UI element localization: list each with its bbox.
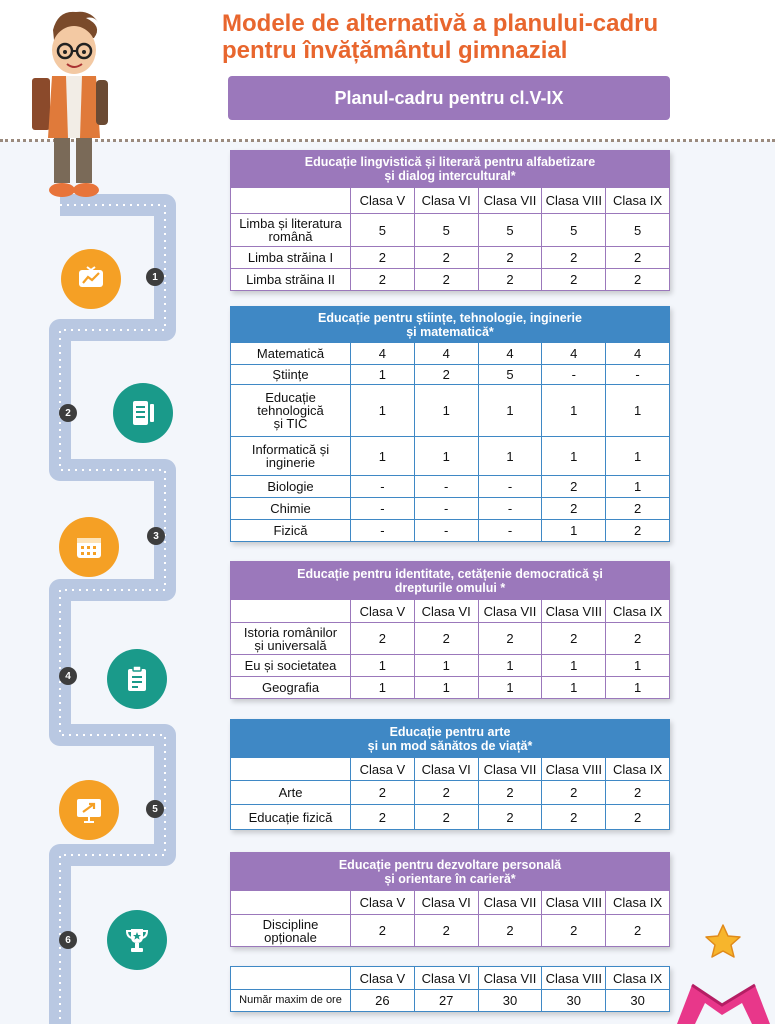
hours-cell: - xyxy=(414,476,478,498)
hours-cell: 2 xyxy=(606,269,670,291)
hours-cell: 2 xyxy=(351,247,415,269)
subjects-table xyxy=(230,757,670,830)
table-header-row xyxy=(231,758,670,781)
column-header: Clasa VIII xyxy=(542,188,606,214)
hours-cell: - xyxy=(414,498,478,520)
hours-cell: 2 xyxy=(606,915,670,947)
chart-screen-icon xyxy=(61,249,121,309)
column-header: Clasa VI xyxy=(414,891,478,915)
hours-cell: 2 xyxy=(351,805,415,830)
hours-cell: 2 xyxy=(478,781,542,805)
subject-name: Istoria românilor și universală xyxy=(231,623,351,655)
column-header: Clasa IX xyxy=(606,891,670,915)
column-header: Clasa VII xyxy=(478,758,542,781)
subject-name: Educație fizică xyxy=(231,805,351,830)
table-header-row xyxy=(231,600,670,623)
hours-cell: 2 xyxy=(606,805,670,830)
hours-cell: - xyxy=(606,365,670,385)
hours-cell: 1 xyxy=(478,677,542,699)
column-header: Clasa VII xyxy=(478,188,542,214)
column-header: Clasa VI xyxy=(414,967,478,990)
hours-cell: - xyxy=(351,520,415,542)
subject-name: Geografia xyxy=(231,677,351,699)
section-title: Educație pentru arte și un mod sănătos de viață* xyxy=(230,719,670,757)
hours-cell: - xyxy=(351,498,415,520)
hours-cell: 1 xyxy=(542,385,606,437)
hours-cell: 5 xyxy=(606,214,670,247)
section-title: Educație pentru științe, tehnologie, inginerie și matematică* xyxy=(230,306,670,342)
table-row xyxy=(231,915,670,947)
hours-cell: 1 xyxy=(351,655,415,677)
subjects-table xyxy=(230,890,670,947)
total-cell: 26 xyxy=(351,990,415,1012)
trophy-icon xyxy=(107,910,167,970)
section-title: Educație lingvistică și literară pentru alfabetizare și dialog intercultural* xyxy=(230,150,670,187)
hours-cell: 1 xyxy=(351,385,415,437)
table-row xyxy=(231,437,670,476)
section-language-literature xyxy=(230,150,670,291)
hours-cell: 2 xyxy=(606,247,670,269)
document-pencil-icon xyxy=(113,383,173,443)
hours-cell: 1 xyxy=(351,365,415,385)
table-header-row xyxy=(231,891,670,915)
hours-cell: 2 xyxy=(542,498,606,520)
section-arts-health xyxy=(230,719,670,830)
hours-cell: 1 xyxy=(414,385,478,437)
column-header: Clasa V xyxy=(351,758,415,781)
column-header: Clasa VIII xyxy=(542,758,606,781)
hours-cell: 5 xyxy=(414,214,478,247)
clipboard-icon xyxy=(107,649,167,709)
student-illustration xyxy=(28,8,118,203)
hours-cell: 1 xyxy=(414,677,478,699)
hours-cell: 2 xyxy=(542,915,606,947)
section-science-math xyxy=(230,306,670,542)
presentation-icon xyxy=(59,780,119,840)
total-cell: 30 xyxy=(542,990,606,1012)
step-number: 5 xyxy=(146,800,164,818)
hours-cell: 2 xyxy=(606,623,670,655)
table-header-row xyxy=(231,188,670,214)
plan-subtitle-banner: Planul-cadru pentru cl.V-IX xyxy=(228,76,670,120)
hours-cell: 1 xyxy=(606,655,670,677)
step-number: 3 xyxy=(147,527,165,545)
hours-cell: 4 xyxy=(414,343,478,365)
column-header: Clasa VII xyxy=(478,891,542,915)
hours-cell: 5 xyxy=(478,214,542,247)
subject-name: Limba și literatura română xyxy=(231,214,351,247)
column-header: Clasa VI xyxy=(414,758,478,781)
section-personal-development xyxy=(230,852,670,947)
column-header: Clasa VII xyxy=(478,600,542,623)
column-header: Clasa V xyxy=(351,967,415,990)
subject-name: Limba străina I xyxy=(231,247,351,269)
column-header: Clasa V xyxy=(351,188,415,214)
hours-cell: 2 xyxy=(414,623,478,655)
column-header: Clasa VIII xyxy=(542,891,606,915)
subject-name: Fizică xyxy=(231,520,351,542)
total-cell: 27 xyxy=(414,990,478,1012)
hours-cell: - xyxy=(542,365,606,385)
hours-cell: 2 xyxy=(351,915,415,947)
column-header: Clasa VI xyxy=(414,600,478,623)
column-header: Clasa VII xyxy=(478,967,542,990)
hours-cell: 2 xyxy=(414,915,478,947)
subject-name: Eu și societatea xyxy=(231,655,351,677)
subject-name: Arte xyxy=(231,781,351,805)
star-icon xyxy=(703,922,743,962)
hours-cell: 2 xyxy=(542,247,606,269)
hours-cell: 2 xyxy=(542,476,606,498)
subject-name: Limba străina II xyxy=(231,269,351,291)
hours-cell: 4 xyxy=(351,343,415,365)
hours-cell: 2 xyxy=(606,498,670,520)
hours-cell: 2 xyxy=(478,915,542,947)
table-row xyxy=(231,214,670,247)
hours-cell: 2 xyxy=(478,623,542,655)
hours-cell: 1 xyxy=(351,437,415,476)
column-header: Clasa IX xyxy=(606,758,670,781)
hours-cell: 1 xyxy=(414,655,478,677)
subject-name: Chimie xyxy=(231,498,351,520)
hours-cell: 2 xyxy=(414,781,478,805)
table-row xyxy=(231,476,670,498)
section-title: Educație pentru dezvoltare personală și orientare în carieră* xyxy=(230,852,670,890)
hours-cell: 1 xyxy=(542,677,606,699)
subjects-table xyxy=(230,342,670,542)
table-row xyxy=(231,365,670,385)
hours-cell: 1 xyxy=(351,677,415,699)
total-cell: 30 xyxy=(606,990,670,1012)
hours-cell: 5 xyxy=(542,214,606,247)
hours-cell: 2 xyxy=(414,247,478,269)
subject-name: Științe xyxy=(231,365,351,385)
table-row xyxy=(231,990,670,1012)
table-row xyxy=(231,520,670,542)
table-row xyxy=(231,781,670,805)
table-row xyxy=(231,677,670,699)
calendar-icon xyxy=(59,517,119,577)
hours-cell: 2 xyxy=(542,269,606,291)
column-header: Clasa IX xyxy=(606,600,670,623)
table-header-row xyxy=(231,967,670,990)
section-total-hours xyxy=(230,966,670,1012)
hours-cell: - xyxy=(351,476,415,498)
hours-cell: 1 xyxy=(542,437,606,476)
hours-cell: 1 xyxy=(542,520,606,542)
hours-cell: 2 xyxy=(351,623,415,655)
hours-cell: - xyxy=(478,476,542,498)
hours-cell: 1 xyxy=(542,655,606,677)
hours-cell: 2 xyxy=(478,269,542,291)
column-header: Clasa VIII xyxy=(542,600,606,623)
hours-cell: 2 xyxy=(414,365,478,385)
hours-cell: - xyxy=(478,498,542,520)
total-cell: 30 xyxy=(478,990,542,1012)
column-header: Clasa V xyxy=(351,600,415,623)
hours-cell: 2 xyxy=(542,805,606,830)
medal-ribbon-icon xyxy=(672,975,775,1024)
hours-cell: 1 xyxy=(606,476,670,498)
hours-cell: 1 xyxy=(478,655,542,677)
hours-cell: 4 xyxy=(478,343,542,365)
subject-name: Biologie xyxy=(231,476,351,498)
hours-cell: 2 xyxy=(606,520,670,542)
column-header: Clasa VIII xyxy=(542,967,606,990)
column-header: Clasa IX xyxy=(606,967,670,990)
hours-cell: 2 xyxy=(414,269,478,291)
table-row xyxy=(231,805,670,830)
subjects-table xyxy=(230,187,670,291)
hours-cell: 5 xyxy=(478,365,542,385)
step-number: 4 xyxy=(59,667,77,685)
hours-cell: 2 xyxy=(478,805,542,830)
hours-cell: 2 xyxy=(414,805,478,830)
table-row xyxy=(231,385,670,437)
subject-name: Educație tehnologică și TIC xyxy=(231,385,351,437)
subject-name: Matematică xyxy=(231,343,351,365)
hours-cell: 5 xyxy=(351,214,415,247)
subject-name: Discipline opționale xyxy=(231,915,351,947)
column-header: Clasa IX xyxy=(606,188,670,214)
total-hours-table xyxy=(230,966,670,1012)
table-row xyxy=(231,498,670,520)
table-row xyxy=(231,655,670,677)
table-row xyxy=(231,343,670,365)
total-label: Număr maxim de ore xyxy=(231,990,351,1012)
subjects-table xyxy=(230,599,670,699)
hours-cell: 2 xyxy=(542,781,606,805)
hours-cell: 4 xyxy=(606,343,670,365)
subject-name: Informatică și inginerie xyxy=(231,437,351,476)
hours-cell: 1 xyxy=(606,677,670,699)
hours-cell: 2 xyxy=(542,623,606,655)
section-title: Educație pentru identitate, cetățenie democratică și drepturile omului * xyxy=(230,561,670,599)
hours-cell: - xyxy=(478,520,542,542)
column-header: Clasa V xyxy=(351,891,415,915)
hours-cell: 2 xyxy=(478,247,542,269)
hours-cell: 2 xyxy=(351,781,415,805)
step-number: 1 xyxy=(146,268,164,286)
step-number: 6 xyxy=(59,931,77,949)
hours-cell: - xyxy=(414,520,478,542)
hours-cell: 1 xyxy=(606,385,670,437)
hours-cell: 2 xyxy=(606,781,670,805)
step-number: 2 xyxy=(59,404,77,422)
page-title: Modele de alternativă a planului-cadru pentru învățământul gimnazial xyxy=(222,10,659,64)
hours-cell: 1 xyxy=(414,437,478,476)
hours-cell: 2 xyxy=(351,269,415,291)
hours-cell: 1 xyxy=(606,437,670,476)
section-identity-citizenship xyxy=(230,561,670,699)
table-row xyxy=(231,269,670,291)
column-header: Clasa VI xyxy=(414,188,478,214)
hours-cell: 1 xyxy=(478,437,542,476)
table-row xyxy=(231,623,670,655)
table-row xyxy=(231,247,670,269)
hours-cell: 1 xyxy=(478,385,542,437)
hours-cell: 4 xyxy=(542,343,606,365)
